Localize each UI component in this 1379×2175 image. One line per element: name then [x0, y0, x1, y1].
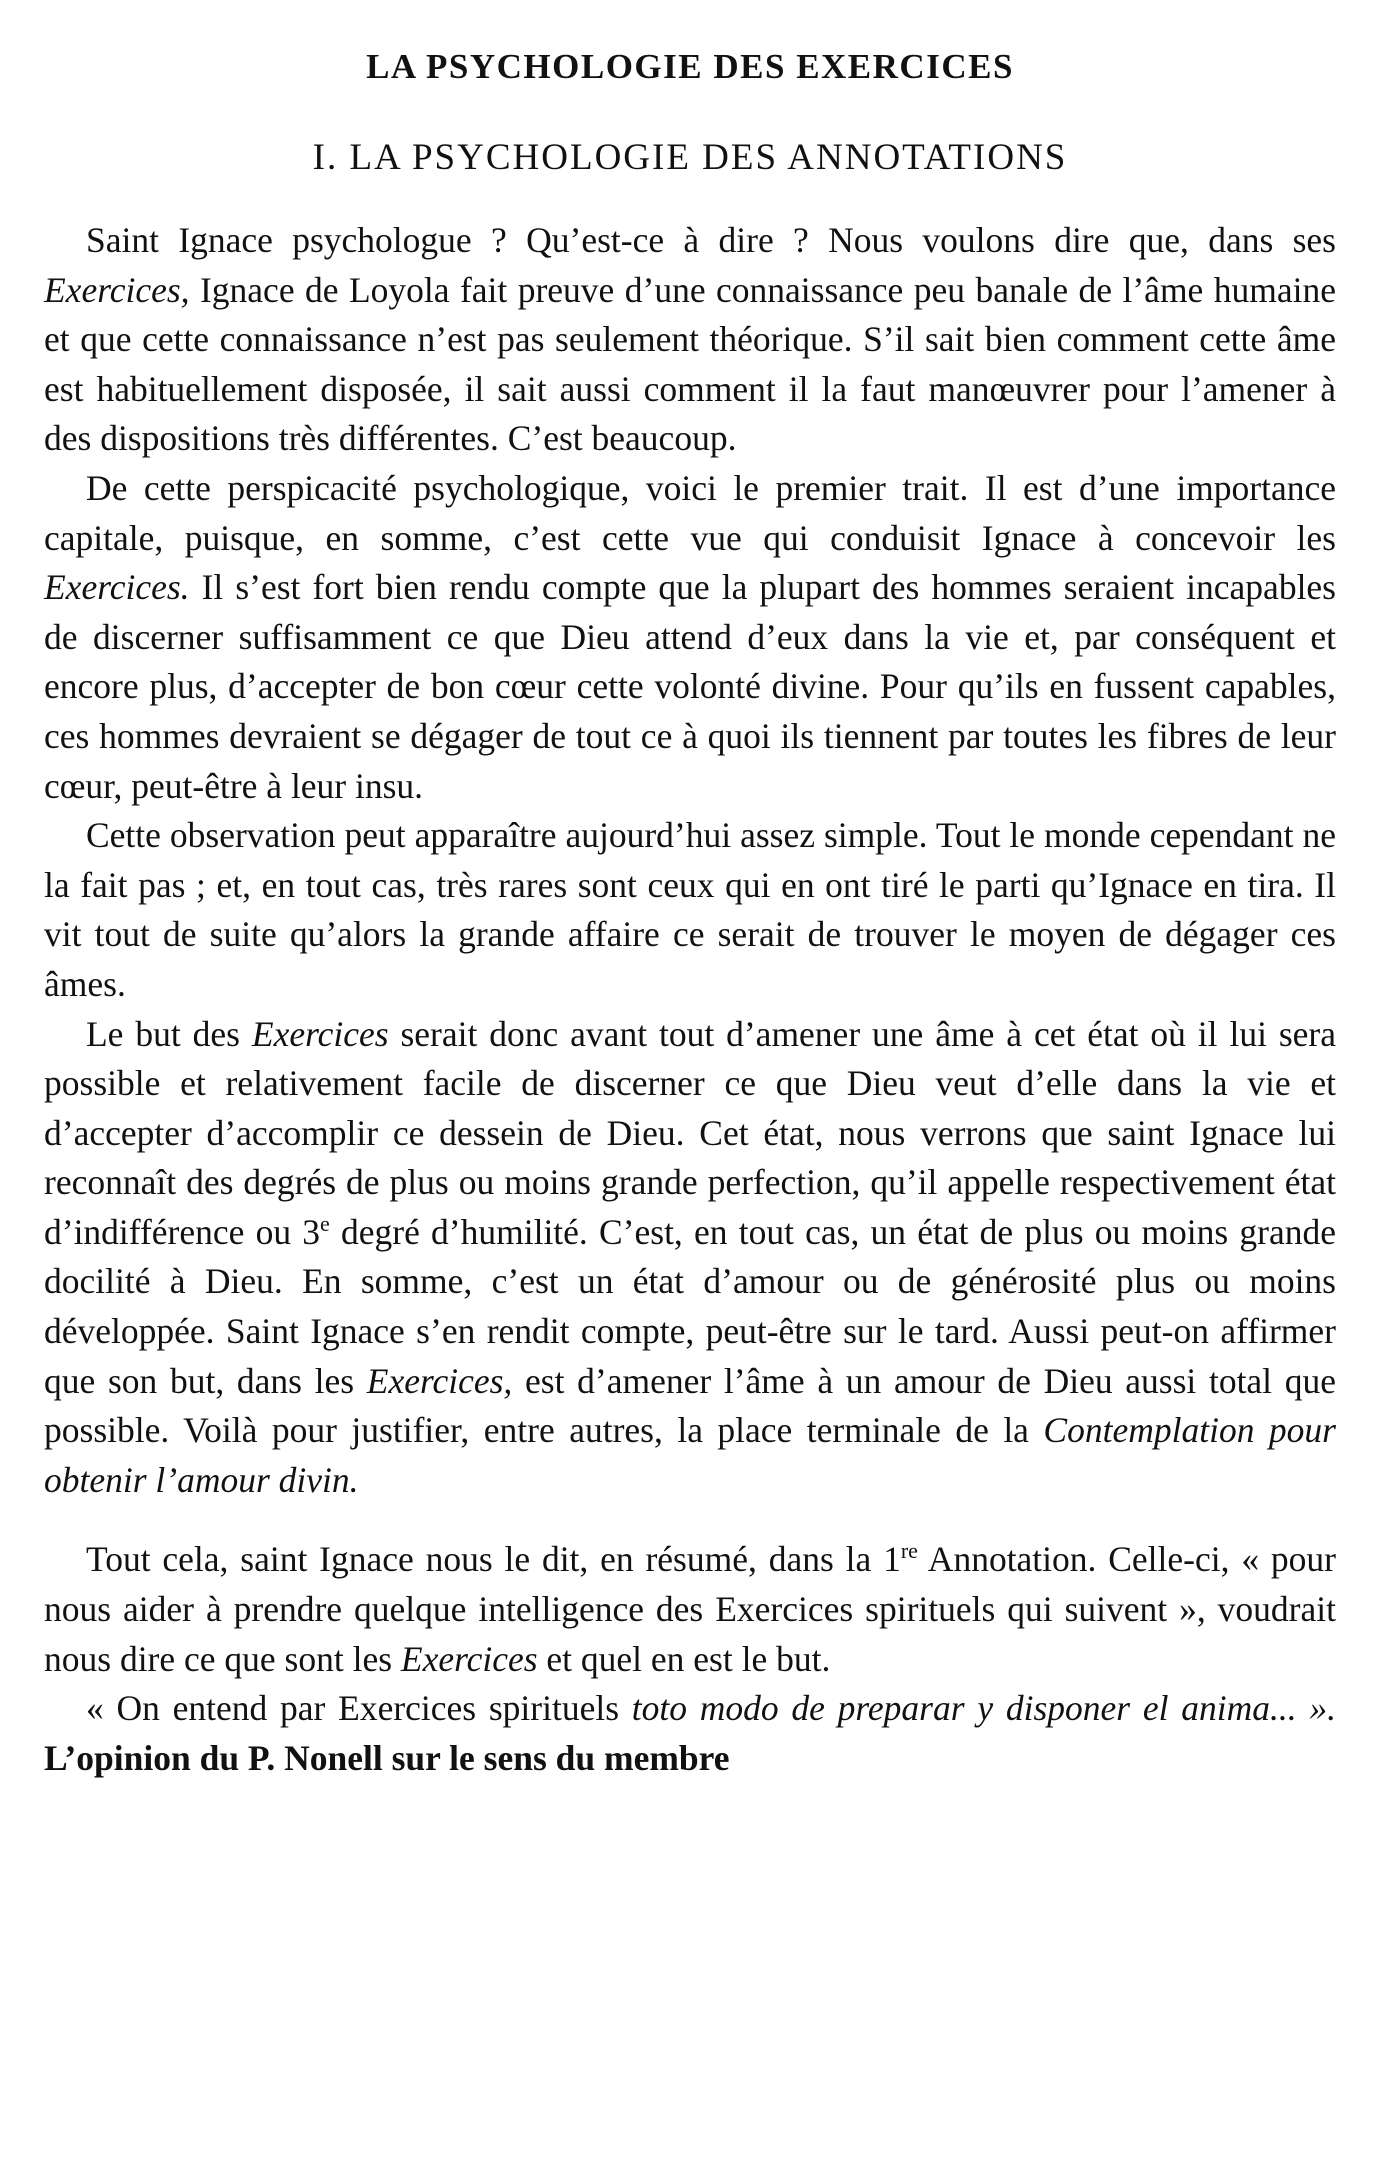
italic-title: Exercices, [44, 269, 190, 310]
ordinal-superscript: e [320, 1211, 330, 1237]
paragraph-2 [44, 464, 1336, 811]
text-run: Ignace de Loyola fait preuve d’une connaissance peu banale de l’âme humaine et que cette connaissance n’est pas seulement théorique. S’il sait bien comment cette âme est habituellement disposée, il sait aussi comment il la faut manœuvrer pour l’amener à des dispositions très différentes. C’est beaucoup. [44, 269, 1336, 459]
italic-title: Exercices, [366, 1360, 513, 1401]
italic-title: Exercices [251, 1013, 389, 1054]
text-run: serait donc avant tout d’amener une âme à cet état où il lui sera possible et relativement facile de discerner ce que Dieu veut d’elle dans la vie et d’accepter d’accomplir ce dessein de Dieu. Cet état, nous verrons que saint Ignace lui reconnaît des degrés de plus ou moins grande perfection, qu’il appelle respectivement état d’indifférence ou 3 [44, 1013, 1336, 1252]
text-run: Il s’est fort bien rendu compte que la plupart des hommes seraient incapables de discerner suffisamment ce que Dieu attend d’eux dans la vie et, par conséquent et encore plus, d’accepter de bon cœur cette volonté divine. Pour qu’ils en fussent capables, ces hommes devraient se dégager de tout ce à quoi ils tiennent par toutes les fibres de leur cœur, peut-être à leur insu. [44, 567, 1336, 806]
text-run: est d’amener l’âme à un amour de Dieu aussi total que possible. Voilà pour justifier, entre autres, la place terminale de la [44, 1360, 1336, 1451]
text-run: Saint Ignace psychologue ? Qu’est-ce à dire ? Nous voulons dire que, dans ses [86, 220, 1336, 260]
text-run: Annotation. Celle-ci, « pour nous aider à prendre quelque intelligence des Exercices spirituels qui suivent », voudrait nous dire ce que sont les [44, 1539, 1336, 1679]
ordinal-superscript: re [900, 1538, 918, 1564]
text-run: Le but des [86, 1013, 252, 1054]
italic-title: Contemplation pour obtenir l’amour divin. [44, 1410, 1336, 1500]
paragraph-5 [44, 1535, 1336, 1684]
italic-title: Exercices. [44, 567, 190, 608]
text-run: « On entend par Exercices spirituels [86, 1688, 632, 1729]
text-run: et quel en est le but. [537, 1638, 831, 1679]
italic-title: Exercices [400, 1638, 538, 1679]
text-run: Tout cela, saint Ignace nous le dit, en résumé, dans la 1 [86, 1539, 901, 1580]
text-run: degré d’humilité. C’est, en tout cas, un état de plus ou moins grande docilité à Dieu. En somme, c’est un état d’amour ou de générosité plus ou moins développée. Saint Ignace s’en rendit compte, peut-être sur le tard. Aussi peut-on affirmer que son but, dans les [44, 1211, 1336, 1401]
bold-text-run: L’opinion du P. Nonell sur le sens du membre [44, 1737, 730, 1778]
italic-quote: toto modo de preparar y disponer el anima... ». [631, 1688, 1336, 1729]
text-run: De cette perspicacité psychologique, voici le premier trait. Il est d’une importance capitale, puisque, en somme, c’est cette vue qui conduisit Ignace à concevoir les [44, 467, 1336, 558]
page [44, 44, 1336, 1783]
paragraph-3: Cette observation peut apparaître aujourd’hui assez simple. Tout le monde cependant ne la fait pas ; et, en tout cas, très rares sont ceux qui en ont tiré le parti qu’Ignace en tira. Il vit tout de suite qu’alors la grande affaire ce serait de trouver le moyen de dégager ces âmes. [44, 815, 1336, 1004]
paragraph-6 [44, 1684, 1336, 1783]
paragraph-4 [44, 1010, 1336, 1506]
paragraph-1 [44, 216, 1336, 464]
section-title: I. LA PSYCHOLOGIE DES ANNOTATIONS [312, 137, 1068, 178]
running-head: LA PSYCHOLOGIE DES EXERCICES [366, 47, 1014, 86]
